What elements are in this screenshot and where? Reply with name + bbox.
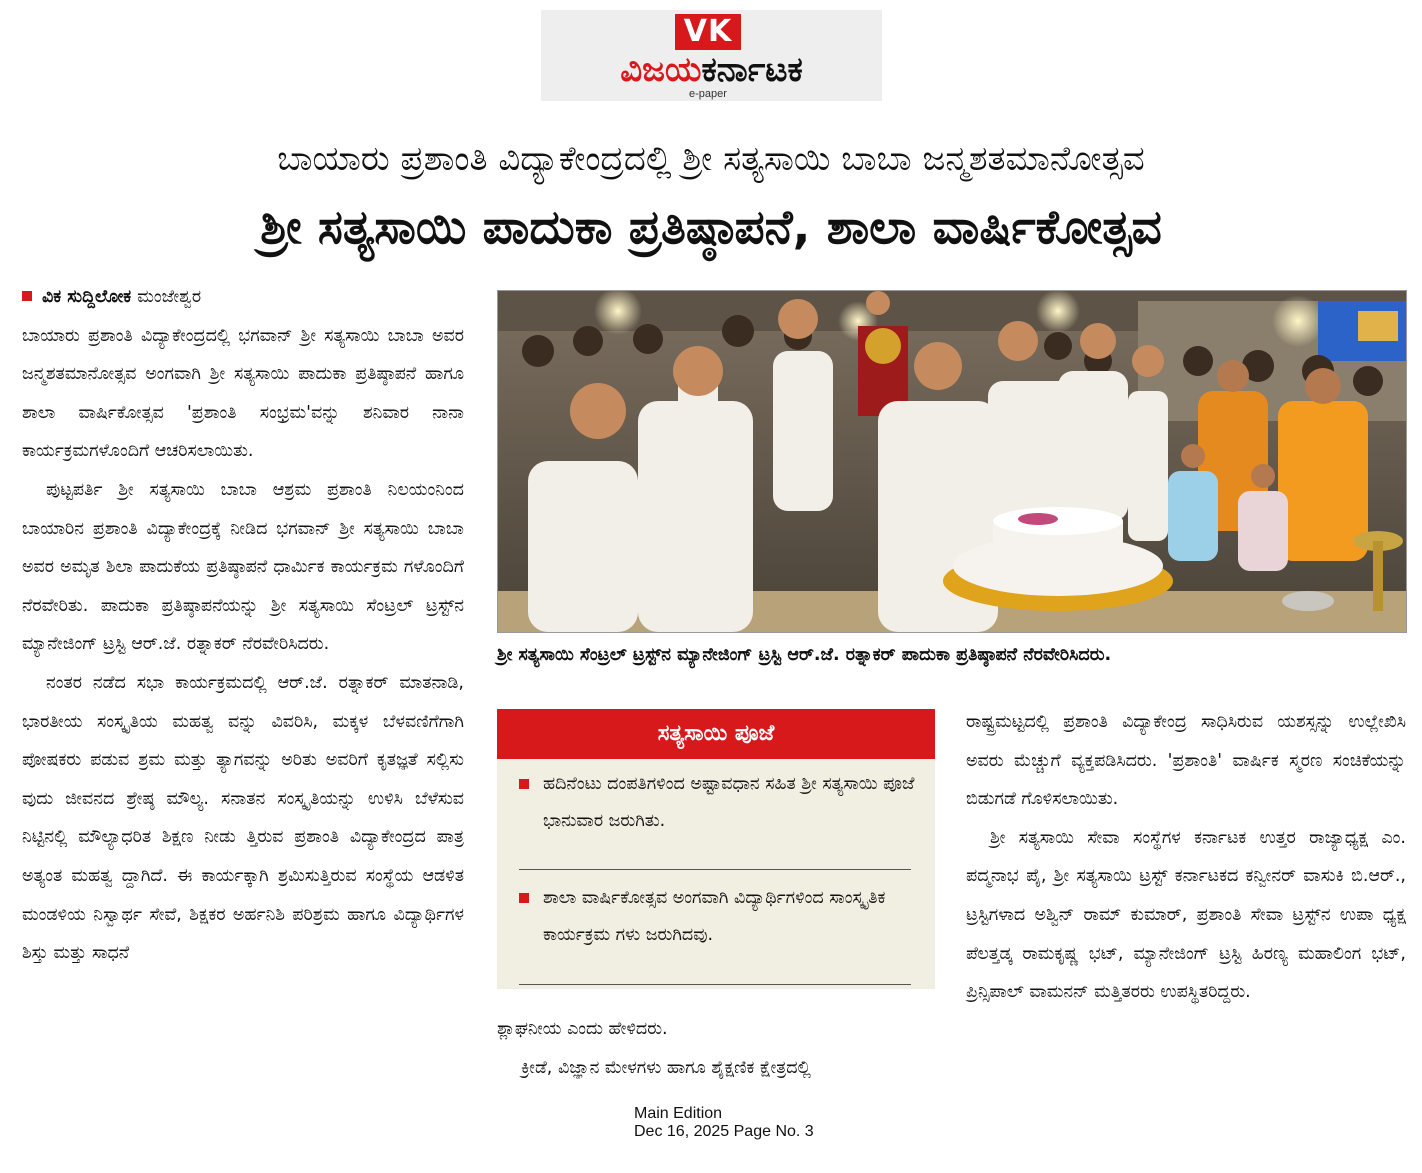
vk-logo-mark: VK [675,14,741,50]
byline-place: ಮಂಜೇಶ್ವರ [137,287,202,307]
divider [519,869,911,870]
masthead-title-part1: ವಿಜಯ [620,50,702,90]
epaper-label: e-paper [689,88,727,100]
paragraph: ಶ್ರೀ ಸತ್ಯಸಾಯಿ ಸೇವಾ ಸಂಸ್ಥೆಗಳ ಕರ್ನಾಟಕ ಉತ್ತರ ರಾಜ್ಯಾಧ್ಯಕ್ಷ ಎಂ. ಪದ್ಮನಾಭ ಪೈ, ಶ್ರೀ ಸತ್ಯಸಾಯಿ ಟ್ರಸ್ಟ್ ಕರ್ನಾಟಕದ ಕನ್ವೀನರ್ ವಾಸುಕಿ ಬಿ.ಆರ್., ಟ್ರಸ್ಟಿಗಳಾದ ಅಶ್ವಿನ್ ರಾಮ್ ಕುಮಾರ್, ಪ್ರಶಾಂತಿ ಸೇವಾ ಟ್ರಸ್ಟ್‌ನ ಉಪಾ ಧ್ಯಕ್ಷ ಪೆಲತ್ತಡ್ಕ ರಾಮಕೃಷ್ಣ ಭಟ್, ಮ್ಯಾನೇಜಿಂಗ್ ಟ್ರಸ್ಟಿ ಹಿರಣ್ಯ ಮಹಾಲಿಂಗ ಭಟ್, ಪ್ರಿನ್ಸಿಪಾಲ್ ವಾಮನನ್ ಮತ್ತಿತರರು ಉಪಸ್ಥಿತರಿದ್ದರು. [966,827,1406,1003]
paragraph: ಪುಟ್ಟಪರ್ತಿ ಶ್ರೀ ಸತ್ಯಸಾಯಿ ಬಾಬಾ ಆಶ್ರಮ ಪ್ರಶಾಂತಿ ನಿಲಯಂನಿಂದ ಬಾಯಾರಿನ ಪ್ರಶಾಂತಿ ವಿದ್ಯಾಕೇಂದ್ರಕ್ಕೆ ನೀಡಿದ ಭಗವಾನ್ ಶ್ರೀ ಸತ್ಯಸಾಯಿ ಬಾಬಾ ಅವರ ಅಮೃತ ಶಿಲಾ ಪಾದುಕೆಯ ಪ್ರತಿಷ್ಠಾಪನೆ ಧಾರ್ಮಿಕ ಕಾರ್ಯಕ್ರಮ ಗಳೊಂದಿಗೆ ನೆರವೇರಿತು. ಪಾದುಕಾ ಪ್ರತಿಷ್ಠಾಪನೆಯನ್ನು ಶ್ರೀ ಸತ್ಯಸಾಯಿ ಸೆಂಟ್ರಲ್ ಟ್ರಸ್ಟ್‌ನ ಮ್ಯಾನೇಜಿಂಗ್ ಟ್ರಸ್ಟಿ ಆರ್.ಜೆ. ರತ್ನಾಕರ್ ನೆರವೇರಿಸಿದರು. [22,479,464,655]
event-photo-image [498,291,1406,632]
article-kicker: ಬಾಯಾರು ಪ್ರಶಾಂತಿ ವಿದ್ಯಾಕೇಂದ್ರದಲ್ಲಿ ಶ್ರೀ ಸತ್ಯಸಾಯಿ ಬಾಬಾ ಜನ್ಮಶತಮಾನೋತ್ಸವ [277,139,1145,179]
highlight-box-title: ಸತ್ಯಸಾಯಿ ಪೂಜೆ [497,709,935,759]
article-column-1 [22,278,464,973]
highlight-item-1 [519,766,919,840]
bullet-square-icon [519,893,529,903]
highlight-item-2 [519,880,919,954]
paragraph: ರಾಷ್ಟ್ರಮಟ್ಟದಲ್ಲಿ ಪ್ರಶಾಂತಿ ವಿದ್ಯಾಕೇಂದ್ರ ಸಾಧಿಸಿರುವ ಯಶಸ್ಸನ್ನು ಉಲ್ಲೇಖಿಸಿ ಅವರು ಮೆಚ್ಚುಗೆ ವ್ಯಕ್ತಪಡಿಸಿದರು. 'ಪ್ರಶಾಂತಿ' ವಾರ್ಷಿಕ ಸ್ಮರಣ ಸಂಚಿಕೆಯನ್ನು ಬಿಡುಗಡೆ ಗೊಳಿಸಲಾಯಿತು. [966,712,1406,810]
highlight-box [497,709,935,989]
article-column-3 [966,703,1406,1012]
article-column-2 [497,1010,939,1087]
bullet-square-icon [22,291,32,301]
paragraph: ನಂತರ ನಡೆದ ಸಭಾ ಕಾರ್ಯಕ್ರಮದಲ್ಲಿ ಆರ್.ಜೆ. ರತ್ನಾಕರ್ ಮಾತನಾಡಿ, ಭಾರತೀಯ ಸಂಸ್ಕೃತಿಯ ಮಹತ್ವ ವನ್ನು ವಿವರಿಸಿ, ಮಕ್ಕಳ ಬೆಳವಣಿಗೆಗಾಗಿ ಪೋಷಕರು ಪಡುವ ಶ್ರಮ ಮತ್ತು ತ್ಯಾಗವನ್ನು ಅರಿತು ಅವರಿಗೆ ಕೃತಜ್ಞತೆ ಸಲ್ಲಿಸು ವುದು ಜೀವನದ ಶ್ರೇಷ್ಠ ಮೌಲ್ಯ. ಸನಾತನ ಸಂಸ್ಕೃತಿಯನ್ನು ಉಳಿಸಿ ಬೆಳೆಸುವ ನಿಟ್ಟಿನಲ್ಲಿ ಮೌಲ್ಯಾಧರಿತ ಶಿಕ್ಷಣ ನೀಡು ತ್ತಿರುವ ಪ್ರಶಾಂತಿ ವಿದ್ಯಾಕೇಂದ್ರದ ಪಾತ್ರ ಅತ್ಯಂತ ಮಹತ್ವ ದ್ದಾಗಿದೆ. ಈ ಕಾರ್ಯಕ್ಕಾಗಿ ಶ್ರಮಿಸುತ್ತಿರುವ ಸಂಸ್ಥೆಯ ಆಡಳಿತ ಮಂಡಳಿಯ ನಿಸ್ವಾರ್ಥ ಸೇವೆ, ಶಿಕ್ಷಕರ ಅರ್ಹನಿಶಿ ಪರಿಶ್ರಮ ಹಾಗೂ ವಿದ್ಯಾರ್ಥಿಗಳ ಶಿಸ್ತು ಮತ್ತು ಸಾಧನೆ [22,672,464,964]
photo-caption: ಶ್ರೀ ಸತ್ಯಸಾಯಿ ಸೆಂಟ್ರಲ್ ಟ್ರಸ್ಟ್‌ನ ಮ್ಯಾನೇಜಿಂಗ್ ಟ್ರಸ್ಟಿ ಆರ್.ಜೆ. ರತ್ನಾಕರ್ ಪಾದುಕಾ ಪ್ರತಿಷ್ಠಾಪನೆ ನೆರವೇರಿಸಿದರು. [497,645,1112,665]
paragraph: ಕ್ರೀಡೆ, ವಿಜ್ಞಾನ ಮೇಳಗಳು ಹಾಗೂ ಶೈಕ್ಷಣಿಕ ಕ್ಷೇತ್ರದಲ್ಲಿ [521,1057,811,1078]
event-photo [497,290,1407,633]
article-headline: ಶ್ರೀ ಸತ್ಯಸಾಯಿ ಪಾದುಕಾ ಪ್ರತಿಷ್ಠಾಪನೆ, ಶಾಲಾ ವಾರ್ಷಿಕೋತ್ಸವ [260,200,1162,255]
date-page-label: Dec 16, 2025 Page No. 3 [634,1123,814,1140]
edition-label: Main Edition [634,1105,723,1122]
paragraph: ಶ್ಲಾಘನೀಯ ಎಂದು ಹೇಳಿದರು. [497,1019,668,1039]
highlight-item-text: ಹದಿನೆಂಟು ದಂಪತಿಗಳಿಂದ ಅಷ್ಟಾವಧಾನ ಸಹಿತ ಶ್ರೀ ಸತ್ಯಸಾಯಿ ಪೂಜೆ ಭಾನುವಾರ ಜರುಗಿತು. [543,774,915,831]
byline [22,278,464,317]
highlight-item-text: ಶಾಲಾ ವಾರ್ಷಿಕೋತ್ಸವ ಅಂಗವಾಗಿ ವಿದ್ಯಾರ್ಥಿಗಳಿಂದ ಸಾಂಸ್ಕೃತಿಕ ಕಾರ್ಯಕ್ರಮ ಗಳು ಜರುಗಿದವು. [543,888,886,945]
paragraph: ಬಾಯಾರು ಪ್ರಶಾಂತಿ ವಿದ್ಯಾಕೇಂದ್ರದಲ್ಲಿ ಭಗವಾನ್ ಶ್ರೀ ಸತ್ಯಸಾಯಿ ಬಾಬಾ ಅವರ ಜನ್ಮಶತಮಾನೋತ್ಸವ ಅಂಗವಾಗಿ ಶ್ರೀ ಸತ್ಯಸಾಯಿ ಪಾದುಕಾ ಪ್ರತಿಷ್ಠಾಪನೆ ಹಾಗೂ ಶಾಲಾ ವಾರ್ಷಿಕೋತ್ಸವ 'ಪ್ರಶಾಂತಿ ಸಂಭ್ರಮ'ವನ್ನು ಶನಿವಾರ ನಾನಾ ಕಾರ್ಯಕ್ರಮಗಳೊಂದಿಗೆ ಆಚರಿಸಲಾಯಿತು. [22,325,464,462]
divider [519,984,911,985]
page-footer [634,1105,814,1141]
masthead-title [541,48,882,92]
byline-source: ವಿಕ ಸುದ್ದಿಲೋಕ [42,287,132,307]
masthead-title-part2: ಕರ್ನಾಟಕ [701,50,803,90]
bullet-square-icon [519,779,529,789]
masthead [541,10,882,101]
